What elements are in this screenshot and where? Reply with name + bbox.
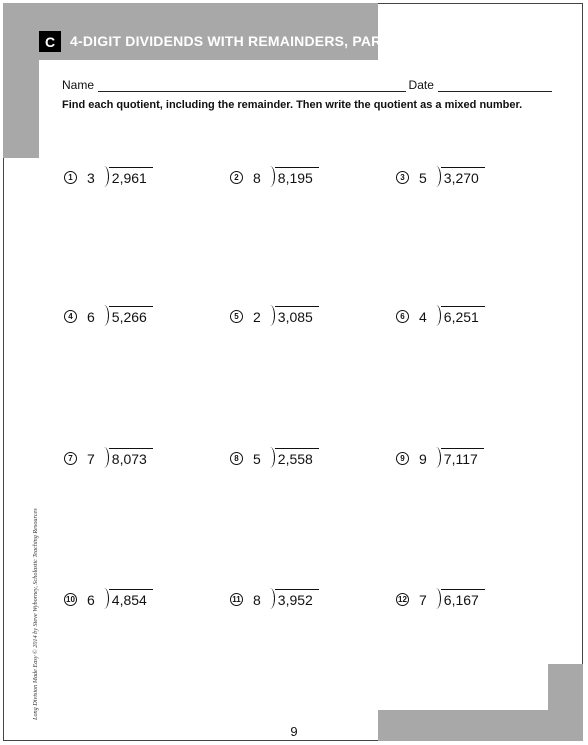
division-bracket-icon	[433, 305, 441, 326]
divisor: 7	[419, 592, 427, 608]
dividend: 8,073	[109, 448, 153, 468]
problem-1	[64, 163, 153, 187]
division-bracket-icon	[267, 588, 275, 609]
dividend: 7,117	[441, 448, 484, 468]
division-bracket-icon	[267, 166, 275, 187]
name-date-row	[62, 74, 552, 92]
divisor: 8	[253, 170, 261, 186]
divisor: 2	[253, 309, 261, 325]
problem-number-badge: 10	[64, 593, 77, 606]
problem-9	[396, 444, 484, 468]
problem-number-badge: 9	[396, 452, 409, 465]
dividend: 3,085	[275, 306, 319, 326]
dividend: 8,195	[275, 167, 319, 187]
division-bracket-icon	[433, 447, 441, 468]
problem-number-badge: 5	[230, 310, 243, 323]
page-title: 4-DIGIT DIVIDENDS WITH REMAINDERS, PART 2	[70, 33, 403, 49]
dividend: 3,952	[275, 589, 319, 609]
dividend: 4,854	[109, 589, 153, 609]
problem-8	[230, 444, 319, 468]
dividend: 2,961	[109, 167, 153, 187]
dividend: 5,266	[109, 306, 153, 326]
problem-5	[230, 302, 319, 326]
problem-number-badge: 7	[64, 452, 77, 465]
problem-number-badge: 8	[230, 452, 243, 465]
problem-12	[396, 585, 485, 609]
problem-7	[64, 444, 153, 468]
problem-number-badge: 2	[230, 171, 243, 184]
copyright-credit: Long Division Made Easy © 2014 by Steve Wyborney, Scholastic Teaching Resources	[32, 508, 39, 720]
problem-2	[230, 163, 319, 187]
date-field[interactable]	[438, 78, 552, 92]
divisor: 4	[419, 309, 427, 325]
page-number: 9	[290, 724, 298, 739]
divisor: 5	[253, 451, 261, 467]
problem-number-badge: 1	[64, 171, 77, 184]
problem-number-badge: 4	[64, 310, 77, 323]
divisor: 5	[419, 170, 427, 186]
dividend: 6,251	[441, 306, 485, 326]
problem-3	[396, 163, 485, 187]
dividend: 3,270	[441, 167, 485, 187]
section-letter-badge: C	[39, 31, 61, 52]
dividend: 2,558	[275, 448, 319, 468]
instructions: Find each quotient, including the remainder. Then write the quotient as a mixed number.	[62, 99, 523, 111]
problem-6	[396, 302, 485, 326]
problem-10	[64, 585, 153, 609]
date-label: Date	[408, 78, 434, 92]
division-bracket-icon	[433, 166, 441, 187]
dividend: 6,167	[441, 589, 485, 609]
name-label: Name	[62, 78, 95, 92]
divisor: 9	[419, 451, 427, 467]
divisor: 7	[87, 451, 95, 467]
divisor: 6	[87, 592, 95, 608]
divisor: 8	[253, 592, 261, 608]
problem-4	[64, 302, 153, 326]
problem-number-badge: 3	[396, 171, 409, 184]
problem-number-badge: 11	[230, 593, 243, 606]
division-bracket-icon	[101, 588, 109, 609]
division-bracket-icon	[433, 588, 441, 609]
division-bracket-icon	[267, 447, 275, 468]
problem-number-badge: 6	[396, 310, 409, 323]
division-bracket-icon	[267, 305, 275, 326]
problem-number-badge: 12	[396, 593, 409, 606]
division-bracket-icon	[101, 305, 109, 326]
division-bracket-icon	[101, 166, 109, 187]
division-bracket-icon	[101, 447, 109, 468]
divisor: 3	[87, 170, 95, 186]
problem-11	[230, 585, 319, 609]
divisor: 6	[87, 309, 95, 325]
name-field[interactable]	[98, 78, 406, 92]
